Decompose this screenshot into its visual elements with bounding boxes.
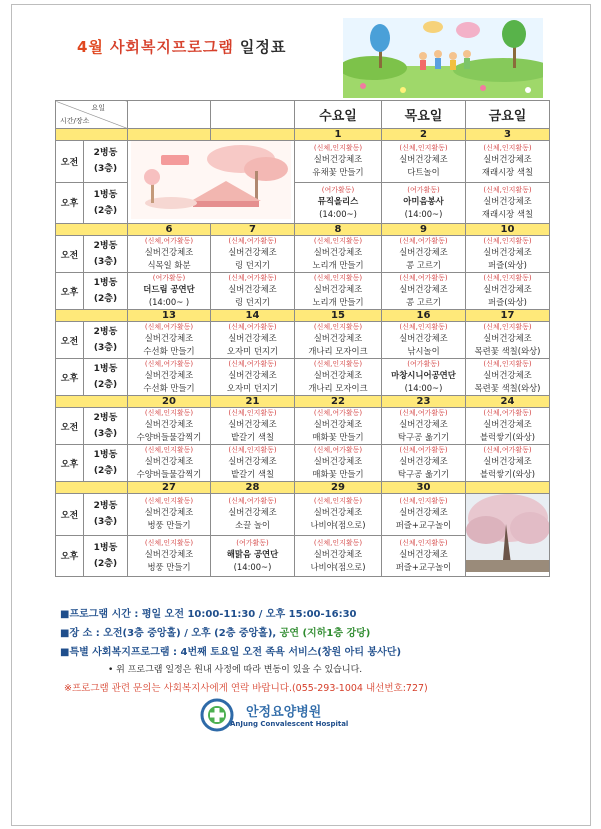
date-cell: 29	[295, 482, 382, 494]
activity-title: 실버건강체조	[313, 419, 363, 429]
ward-line: 1병동	[93, 189, 118, 200]
program-place-highlight: 공연 (지하1층 강당)	[279, 628, 371, 639]
activity-cell	[382, 182, 466, 224]
activity-cell	[295, 182, 382, 224]
period-label: 오전	[56, 236, 84, 273]
activity-title: 실버건강체조	[399, 456, 448, 466]
activity-detail: 밭갈기 색칠	[230, 432, 275, 442]
contact-note: ※프로그램 관련 문의는 사회복지사에게 연락 바랍니다.(055-293-1004 내선번호:727)	[64, 683, 428, 694]
spring-illustration-cell	[128, 141, 295, 224]
schedule-row	[56, 494, 550, 536]
date-cell: 16	[382, 310, 466, 322]
period-label: 오후	[56, 445, 84, 482]
activity-category: (신체,여가활동)	[228, 237, 277, 245]
activity-detail: 개나리 모자이크	[308, 346, 368, 356]
activity-detail: 식목일 화분	[147, 260, 191, 270]
activity-title: 더드림 공연단	[143, 284, 195, 294]
ward-line: (3층)	[93, 517, 118, 528]
activity-title: 실버건강체조	[144, 247, 194, 257]
activity-category: (신체,여가활동)	[144, 323, 194, 331]
spring-park-illustration	[131, 141, 291, 219]
period-label: 오전	[56, 494, 84, 536]
activity-cell	[295, 236, 382, 273]
activity-title: 해맑음 공연단	[226, 548, 279, 559]
activity-title: 실버건강체조	[228, 333, 277, 343]
activity-cell	[128, 445, 211, 482]
activity-category: (신체,여가활동)	[144, 237, 194, 245]
ward-line: 1병동	[93, 542, 118, 553]
activity-cell	[295, 322, 382, 359]
activity-category: (신체,인지활동)	[483, 144, 532, 153]
activity-detail: 수양버들물감찍기	[136, 469, 202, 479]
schedule-row	[56, 141, 550, 183]
activity-cell	[382, 494, 466, 536]
activity-cell	[211, 408, 295, 445]
activity-category: (신체,인지활동)	[144, 497, 194, 506]
schedule-row	[56, 408, 550, 445]
activity-title: 실버건강체조	[483, 154, 532, 165]
hospital-name-korean: 안정요양병원	[246, 705, 322, 720]
ward-line: (3층)	[93, 257, 118, 267]
program-place-text: ■장 소 : 오전(3층 중앙홀) / 오후 (2층 중앙홀),	[60, 628, 277, 639]
activity-title: 마창시니어공연단	[391, 370, 456, 380]
activity-category: (신체,인지활동)	[144, 538, 194, 547]
activity-detail: 링 던지기	[234, 297, 271, 307]
schedule-table	[55, 100, 550, 577]
activity-category: (여가활동)	[152, 274, 186, 282]
activity-cell	[295, 445, 382, 482]
activity-category: (신체,인지활동)	[313, 323, 363, 331]
activity-category: (신체,인지활동)	[313, 274, 363, 282]
activity-cell	[295, 494, 382, 536]
date-cell: 7	[211, 224, 295, 236]
activity-cell	[211, 273, 295, 310]
date-cell	[128, 129, 211, 141]
header-wednesday: 수요일	[295, 101, 382, 129]
activity-cell	[128, 408, 211, 445]
ward-line: (2층)	[93, 558, 118, 569]
activity-cell	[211, 535, 295, 577]
activity-cell	[211, 322, 295, 359]
activity-detail: 퍼즐+교구놀이	[395, 561, 452, 572]
ward-label	[84, 322, 128, 359]
date-cell: 3	[466, 129, 550, 141]
header-friday: 금요일	[466, 101, 550, 129]
title-month: 4월	[77, 38, 104, 56]
activity-detail: 노리개 만들기	[312, 297, 364, 307]
date-cell: 17	[466, 310, 550, 322]
ward-line: (2층)	[93, 380, 118, 390]
cherry-blossom-illustration-cell	[466, 494, 550, 577]
period-label: 오후	[56, 535, 84, 577]
date-cell: 23	[382, 396, 466, 408]
activity-detail: 매화꽃 만들기	[312, 469, 364, 479]
ward-label	[84, 141, 128, 183]
activity-category: (신체,인지활동)	[228, 409, 277, 417]
period-label: 오전	[56, 408, 84, 445]
activity-category: (신체,인지활동)	[483, 274, 532, 282]
activity-detail: 소끌 놀이	[234, 520, 271, 531]
activity-detail: 목련꽃 색칠(와상)	[474, 346, 541, 356]
activity-category: (신체,인지활동)	[228, 446, 277, 454]
activity-cell	[466, 182, 550, 224]
activity-cell	[211, 359, 295, 396]
activity-title: 실버건강체조	[399, 419, 448, 429]
date-row	[56, 310, 550, 322]
date-row	[56, 482, 550, 494]
activity-detail: 블럭쌓기(와상)	[479, 469, 536, 479]
period-label: 오후	[56, 359, 84, 396]
ward-line: 1병동	[93, 450, 118, 460]
activity-cell	[382, 322, 466, 359]
activity-title: 실버건강체조	[313, 284, 363, 294]
schedule-row	[56, 359, 550, 396]
activity-category: (신체,여가활동)	[313, 446, 363, 454]
header-thursday: 목요일	[382, 101, 466, 129]
activity-category: (신체,여가활동)	[228, 360, 277, 368]
schedule-row	[56, 445, 550, 482]
activity-detail: (14:00~)	[404, 208, 443, 219]
schedule-row	[56, 322, 550, 359]
ward-line: (3층)	[93, 343, 118, 353]
activity-detail: (14:00~)	[233, 561, 272, 572]
date-cell: 14	[211, 310, 295, 322]
activity-detail: 콩 고르기	[405, 260, 442, 270]
date-cell: 30	[382, 482, 466, 494]
ward-line: 1병동	[93, 364, 118, 374]
activity-cell	[466, 359, 550, 396]
activity-detail: 나비야(점으로)	[310, 561, 366, 572]
date-cell: 2	[382, 129, 466, 141]
activity-category: (신체,여가활동)	[228, 323, 277, 331]
title-sub: 일정표	[239, 38, 287, 56]
date-cell: 13	[128, 310, 211, 322]
activity-detail: (14:00~)	[404, 383, 443, 393]
activity-category: (신체,여가활동)	[483, 446, 532, 454]
date-cell: 27	[128, 482, 211, 494]
date-row	[56, 396, 550, 408]
activity-title: 실버건강체조	[483, 370, 532, 380]
activity-detail: 다트놀이	[407, 167, 440, 178]
activity-cell	[128, 535, 211, 577]
ward-label	[84, 273, 128, 310]
activity-detail: 목련꽃 색칠(와상)	[474, 383, 541, 393]
activity-detail: 콩 고르기	[405, 297, 442, 307]
spring-banner-illustration	[343, 18, 543, 98]
date-cell: 20	[128, 396, 211, 408]
date-cell: 9	[382, 224, 466, 236]
ward-line: 2병동	[93, 413, 118, 423]
date-cell: 15	[295, 310, 382, 322]
period-label: 오전	[56, 141, 84, 183]
activity-category: (신체,인지활동)	[399, 323, 448, 331]
activity-cell	[382, 408, 466, 445]
activity-cell	[128, 273, 211, 310]
activity-title: 실버건강체조	[483, 247, 532, 257]
activity-detail: 수양버들물감찍기	[136, 432, 202, 442]
date-cell: 6	[128, 224, 211, 236]
activity-title: 실버건강체조	[144, 370, 194, 380]
activity-category: (여가활동)	[321, 185, 355, 194]
ward-line: 2병동	[93, 241, 118, 251]
period-label: 오후	[56, 182, 84, 224]
period-label: 오전	[56, 322, 84, 359]
activity-detail: 수선화 만들기	[143, 383, 195, 393]
activity-category: (신체,여가활동)	[399, 409, 448, 417]
activity-cell	[295, 359, 382, 396]
activity-title: 실버건강체조	[228, 507, 277, 518]
program-time-line: ■프로그램 시간 : 평일 오전 10:00-11:30 / 오후 15:00-16:30	[60, 609, 357, 620]
activity-detail: 노리개 만들기	[312, 260, 364, 270]
activity-title: 실버건강체조	[144, 548, 194, 559]
activity-title: 실버건강체조	[144, 333, 194, 343]
activity-title: 실버건강체조	[483, 456, 532, 466]
activity-category: (신체,인지활동)	[313, 144, 363, 153]
activity-cell	[295, 408, 382, 445]
activity-category: (신체,인지활동)	[399, 538, 448, 547]
activity-title: 실버건강체조	[483, 419, 532, 429]
activity-title: 실버건강체조	[483, 284, 532, 294]
date-cell: 21	[211, 396, 295, 408]
activity-category: (신체,인지활동)	[399, 497, 448, 506]
activity-category: (신체,여가활동)	[228, 274, 277, 282]
activity-category: (신체,인지활동)	[313, 538, 363, 547]
ward-line: (3층)	[93, 164, 118, 175]
corner-label-time-place: 시간/장소	[60, 117, 90, 125]
period-label: 오후	[56, 273, 84, 310]
activity-title: 실버건강체조	[399, 154, 448, 165]
page-title	[77, 36, 286, 57]
activity-category: (여가활동)	[236, 538, 269, 547]
activity-title: 실버건강체조	[399, 333, 448, 343]
activity-title: 실버건강체조	[399, 247, 448, 257]
activity-title: 실버건강체조	[399, 548, 448, 559]
activity-title: 실버건강체조	[228, 456, 277, 466]
activity-title: 실버건강체조	[144, 507, 194, 518]
activity-category: (신체,인지활동)	[144, 446, 194, 454]
activity-cell	[128, 359, 211, 396]
date-cell	[211, 129, 295, 141]
cherry-blossom-illustration	[466, 494, 550, 572]
activity-category: (여가활동)	[407, 185, 440, 194]
activity-cell	[382, 535, 466, 577]
date-row-lead	[56, 224, 128, 236]
activity-cell	[466, 445, 550, 482]
activity-title: 뮤직올리스	[317, 195, 359, 206]
activity-title: 실버건강체조	[483, 195, 532, 206]
activity-cell	[128, 236, 211, 273]
activity-cell	[295, 141, 382, 183]
activity-cell	[128, 322, 211, 359]
activity-detail: 매화꽃 만들기	[312, 432, 364, 442]
ward-line: 2병동	[93, 501, 118, 512]
activity-cell	[295, 273, 382, 310]
activity-cell	[466, 141, 550, 183]
activity-category: (신체,여가활동)	[483, 409, 532, 417]
schedule-row	[56, 236, 550, 273]
activity-title: 실버건강체조	[228, 419, 277, 429]
activity-cell	[211, 494, 295, 536]
activity-category: (여가활동)	[407, 360, 440, 368]
schedule-change-note: • 위 프로그램 일정은 원내 사정에 따라 변동이 있을 수 있습니다.	[108, 665, 363, 675]
program-place-line	[60, 624, 370, 639]
header-blank-mon	[128, 101, 211, 129]
ward-line: 1병동	[93, 278, 118, 288]
activity-detail: (14:00~ )	[148, 297, 190, 307]
activity-detail: 탁구공 옮기기	[397, 432, 450, 442]
ward-label	[84, 445, 128, 482]
date-row	[56, 224, 550, 236]
activity-title: 실버건강체조	[313, 456, 363, 466]
activity-title: 실버건강체조	[313, 548, 363, 559]
activity-category: (신체,인지활동)	[483, 185, 532, 194]
activity-cell	[211, 445, 295, 482]
ward-line: (2층)	[93, 466, 118, 476]
activity-category: (신체,인지활동)	[313, 360, 363, 368]
ward-line: (2층)	[93, 294, 118, 304]
activity-detail: 낚시놀이	[407, 346, 440, 356]
activity-category: (신체,인지활동)	[144, 409, 194, 417]
activity-title: 실버건강체조	[399, 507, 448, 518]
activity-category: (신체,여가활동)	[144, 360, 194, 368]
activity-title: 실버건강체조	[399, 284, 448, 294]
ward-label	[84, 236, 128, 273]
activity-detail: 오자미 던지기	[226, 346, 279, 356]
date-cell: 22	[295, 396, 382, 408]
ward-label	[84, 494, 128, 536]
activity-cell	[382, 273, 466, 310]
corner-label-day: 요일	[91, 104, 105, 112]
date-row	[56, 129, 550, 141]
activity-cell	[382, 359, 466, 396]
activity-detail: 벙풍 만들기	[147, 561, 191, 572]
activity-category: (신체,여가활동)	[399, 274, 448, 282]
activity-category: (신체,여가활동)	[399, 237, 448, 245]
ward-line: 2병동	[93, 327, 118, 337]
header-blank-tue	[211, 101, 295, 129]
ward-line: (2층)	[93, 205, 118, 216]
activity-category: (신체,인지활동)	[313, 497, 363, 506]
activity-cell	[382, 236, 466, 273]
activity-detail: 오자미 던지기	[226, 383, 279, 393]
ward-label	[84, 535, 128, 577]
date-row-lead	[56, 396, 128, 408]
activity-detail: 링 던지기	[234, 260, 271, 270]
activity-detail: 벙풍 만들기	[147, 520, 191, 531]
activity-detail: 퍼즐+교구놀이	[395, 520, 452, 531]
activity-detail: 재래시장 색칠	[481, 167, 534, 178]
activity-category: (신체,인지활동)	[483, 323, 532, 331]
activity-title: 실버건강체조	[144, 419, 194, 429]
ward-label	[84, 182, 128, 224]
date-row-lead	[56, 482, 128, 494]
activity-detail: (14:00~)	[319, 208, 357, 219]
activity-category: (신체,인지활동)	[313, 237, 363, 245]
date-cell: 10	[466, 224, 550, 236]
special-program-line: ■특별 사회복지프로그램 : 4번째 토요일 오전 족욕 서비스(창원 아티 봉사단)	[60, 647, 402, 658]
activity-title: 실버건강체조	[483, 333, 532, 343]
activity-title: 실버건강체조	[144, 456, 194, 466]
ward-label	[84, 359, 128, 396]
activity-title: 실버건강체조	[228, 370, 277, 380]
activity-detail: 수선화 만들기	[143, 346, 195, 356]
activity-cell	[382, 141, 466, 183]
activity-category: (신체,인지활동)	[483, 360, 532, 368]
activity-title: 아미음봉사	[403, 195, 444, 206]
date-row-lead	[56, 310, 128, 322]
activity-title: 실버건강체조	[313, 333, 363, 343]
date-cell: 24	[466, 396, 550, 408]
activity-title: 실버건강체조	[228, 247, 277, 257]
date-row-lead	[56, 129, 128, 141]
date-cell: 28	[211, 482, 295, 494]
activity-cell	[466, 273, 550, 310]
activity-category: (신체,인지활동)	[483, 237, 532, 245]
activity-detail: 블럭쌓기(와상)	[479, 432, 536, 442]
activity-category: (신체,여가활동)	[228, 497, 277, 506]
activity-title: 실버건강체조	[313, 154, 363, 165]
activity-detail: 밭갈기 색칠	[230, 469, 275, 479]
activity-cell	[466, 322, 550, 359]
hospital-name-english: AnJung Convalescent Hospital	[230, 720, 349, 728]
activity-cell	[382, 445, 466, 482]
activity-cell	[211, 236, 295, 273]
activity-cell	[466, 408, 550, 445]
ward-line: (3층)	[93, 429, 118, 439]
table-header-row	[56, 101, 550, 129]
activity-category: (신체,인지활동)	[399, 144, 448, 153]
date-cell	[466, 482, 550, 494]
activity-detail: 유채꽃 만들기	[312, 167, 364, 178]
activity-cell	[128, 494, 211, 536]
activity-title: 실버건강체조	[228, 284, 277, 294]
activity-title: 실버건강체조	[313, 370, 363, 380]
activity-detail: 퍼즐(와상)	[488, 260, 527, 270]
activity-detail: 나비야(점으로)	[310, 520, 366, 531]
activity-title: 실버건강체조	[313, 247, 363, 257]
corner-cell	[56, 101, 128, 129]
date-cell: 1	[295, 129, 382, 141]
activity-detail: 개나리 모자이크	[308, 383, 368, 393]
activity-detail: 재래시장 색칠	[481, 208, 534, 219]
activity-detail: 탁구공 옮기기	[397, 469, 450, 479]
date-cell: 8	[295, 224, 382, 236]
activity-cell	[295, 535, 382, 577]
activity-detail: 퍼즐(와상)	[488, 297, 527, 307]
activity-category: (신체,여가활동)	[399, 446, 448, 454]
activity-title: 실버건강체조	[313, 507, 363, 518]
schedule-row	[56, 273, 550, 310]
ward-line: 2병동	[93, 148, 118, 159]
activity-category: (신체,여가활동)	[313, 409, 363, 417]
ward-label	[84, 408, 128, 445]
title-main: 사회복지프로그램	[109, 38, 234, 56]
activity-cell	[466, 236, 550, 273]
